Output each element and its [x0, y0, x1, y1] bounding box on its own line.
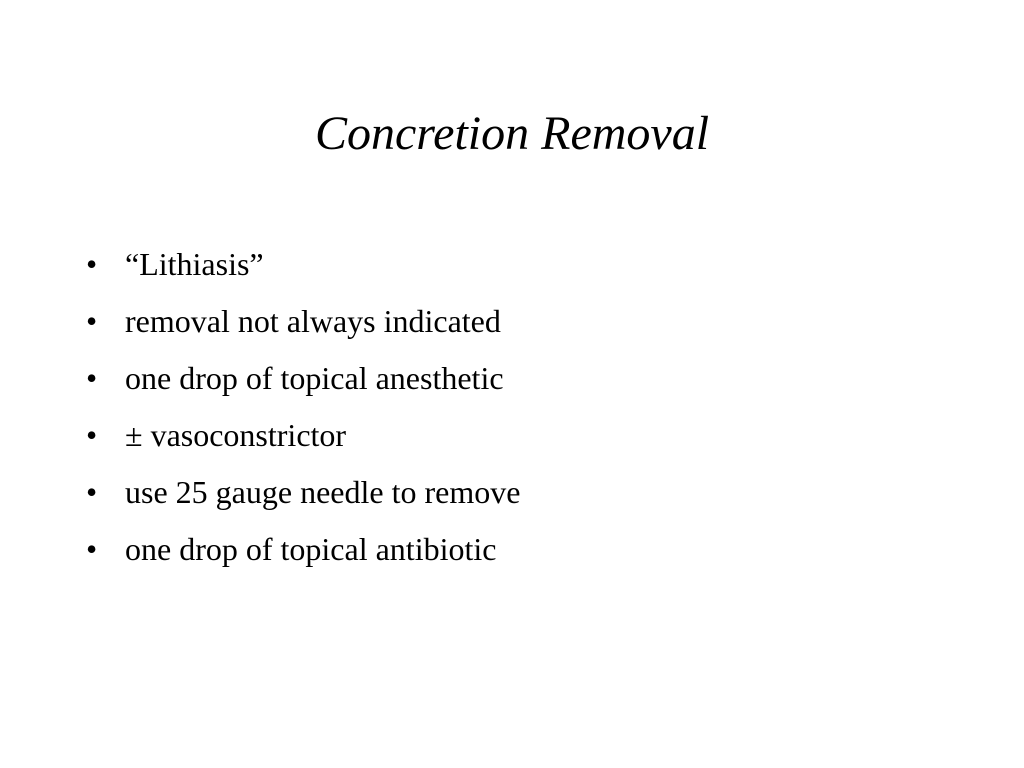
bullet-text: one drop of topical anesthetic: [125, 360, 504, 396]
bullet-list: [86, 236, 520, 578]
bullet-text: ± vasoconstrictor: [125, 417, 347, 453]
bullet-text: one drop of topical antibiotic: [125, 531, 497, 567]
slide-title: Concretion Removal: [314, 107, 710, 160]
bullet-item-vasoconstrictor: [86, 407, 520, 464]
bullet-marker: •: [86, 303, 98, 339]
bullet-text: “Lithiasis”: [125, 246, 264, 282]
bullet-marker: •: [86, 417, 98, 453]
bullet-marker: •: [86, 246, 98, 282]
bullet-item-lithiasis: [86, 236, 520, 293]
bullet-item-needle: [86, 464, 520, 521]
bullet-marker: •: [86, 474, 98, 510]
bullet-item-removal: [86, 293, 520, 350]
bullet-marker: •: [86, 531, 98, 567]
bullet-marker: •: [86, 360, 98, 396]
bullet-item-antibiotic: [86, 521, 520, 578]
bullet-text: use 25 gauge needle to remove: [125, 474, 521, 510]
bullet-text: removal not always indicated: [125, 303, 501, 339]
bullet-item-anesthetic: [86, 350, 520, 407]
